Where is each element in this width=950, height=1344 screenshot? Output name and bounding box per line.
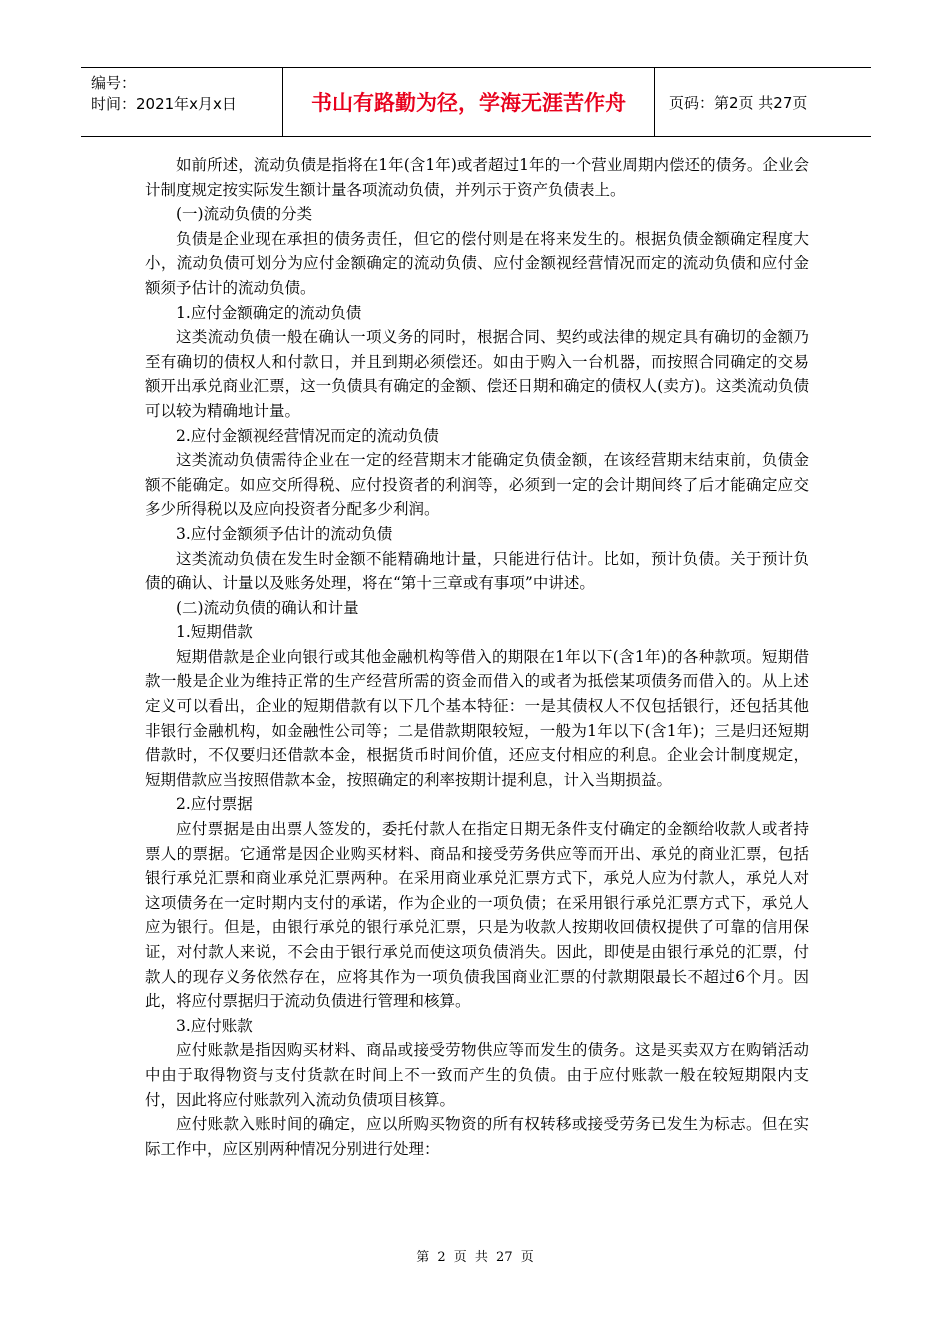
section-heading: (二)流动负债的确认和计量 bbox=[176, 598, 359, 617]
subsection-heading: 1.短期借款 bbox=[176, 623, 253, 642]
subsection-heading: 3.应付金额须予估计的流动负债 bbox=[176, 524, 393, 543]
paragraph: 负债是企业现在承担的债务责任，但它的偿付则是在将来发生的。根据负债金额确定程度大小，流动负债可划分为应付金额确定的流动负债、应付金额视经营情况而定的流动负债和应付金额须予估计的流动负债。 bbox=[145, 229, 809, 297]
paragraph: 应付账款入账时间的确定，应以所购买物资的所有权转移或接受劳务已发生为标志。但在实际工作中，应区别两种情况分别进行处理： bbox=[145, 1115, 809, 1158]
subsection-heading: 2.应付金额视经营情况而定的流动负债 bbox=[176, 426, 439, 445]
header-motto: 书山有路勤为径，学海无涯苦作舟 bbox=[311, 91, 626, 115]
page-header bbox=[81, 67, 871, 137]
header-motto-cell bbox=[283, 68, 655, 136]
subsection-heading: 3.应付账款 bbox=[176, 1016, 253, 1035]
header-left-cell bbox=[81, 68, 283, 136]
page-footer bbox=[0, 1246, 950, 1265]
subsection-heading: 2.应付票据 bbox=[176, 795, 253, 814]
footer-page-number: 第 2 页 共 27 页 bbox=[416, 1250, 534, 1265]
paragraph: 这类流动负债一般在确认一项义务的同时，根据合同、契约或法律的规定具有确切的金额乃至有确切的债权人和付款日，并且到期必须偿还。如由于购入一台机器，而按照合同确定的交易额开出承兑商业汇票，这一负债具有确定的金额、偿还日期和确定的债权人(卖方)。这类流动负债可以较为精确地计量。 bbox=[145, 328, 809, 420]
paragraph: 应付票据是由出票人签发的，委托付款人在指定日期无条件支付确定的金额给收款人或者持票人的票据。它通常是因企业购买材料、商品和接受劳务供应等而开出、承兑的商业汇票，包括银行承兑汇票和商业承兑汇票两种。在采用商业承兑汇票方式下，承兑人应为付款人，承兑人对这项债务在一定时期内支付的承诺，作为企业的一项负债；在采用银行承兑汇票方式下，承兑人应为银行。但是，由银行承兑的银行承兑汇票，只是为收款人按期收回债权提供了可靠的信用保证，对付款人来说，不会由于银行承兑而使这项负债消失。因此，即使是由银行承兑的汇票，付款人的现存义务依然存在，应将其作为一项负债我国商业汇票的付款期限最长不超过6个月。因此，将应付票据归于流动负债进行管理和核算。 bbox=[145, 820, 809, 1011]
header-page-cell bbox=[655, 68, 871, 136]
document-number-label: 编号： bbox=[91, 74, 137, 92]
section-heading: (一)流动负债的分类 bbox=[176, 205, 313, 224]
header-page-info: 页码：第2页 共27页 bbox=[669, 93, 808, 112]
paragraph: 这类流动负债需待企业在一定的经营期末才能确定负债金额，在该经营期末结束前，负债金额不能确定。如应交所得税、应付投资者的利润等，必须到一定的会计期间终了后才能确定应交多少所得税以及应向投资者分配多少利润。 bbox=[145, 451, 809, 519]
paragraph: 这类流动负债在发生时金额不能精确地计量，只能进行估计。比如，预计负债。关于预计负债的确认、计量以及账务处理，将在“第十三章或有事项”中讲述。 bbox=[145, 549, 809, 593]
paragraph: 应付账款是指因购买材料、商品或接受劳物供应等而发生的债务。这是买卖双方在购销活动中由于取得物资与支付货款在时间上不一致而产生的负债。由于应付账款一般在较短期限内支付，因此将应付账款列入流动负债项目核算。 bbox=[145, 1041, 809, 1109]
paragraph: 短期借款是企业向银行或其他金融机构等借入的期限在1年以下(含1年)的各种款项。短期借款一般是企业为维持正常的生产经营所需的资金而借入的或者为抵偿某项债务而借入的。从上述定义可以看出，企业的短期借款有以下几个基本特征：一是其债权人不仅包括银行，还包括其他非银行金融机构，如金融性公司等；二是借款期限较短，一般为1年以下(含1年)；三是归还短期借款时，不仅要归还借款本金，根据货币时间价值，还应支付相应的利息。企业会计制度规定，短期借款应当按照借款本金，按照确定的利率按期计提利息，计入当期损益。 bbox=[145, 647, 809, 789]
paragraph-intro: 如前所述，流动负债是指将在1年(含1年)或者超过1年的一个营业周期内偿还的债务。企业会计制度规定按实际发生额计量各项流动负债，并列示于资产负债表上。 bbox=[145, 156, 809, 199]
subsection-heading: 1.应付金额确定的流动负债 bbox=[176, 303, 362, 322]
document-body bbox=[145, 153, 809, 1161]
document-date: 时间：2021年x月x日 bbox=[91, 95, 237, 113]
